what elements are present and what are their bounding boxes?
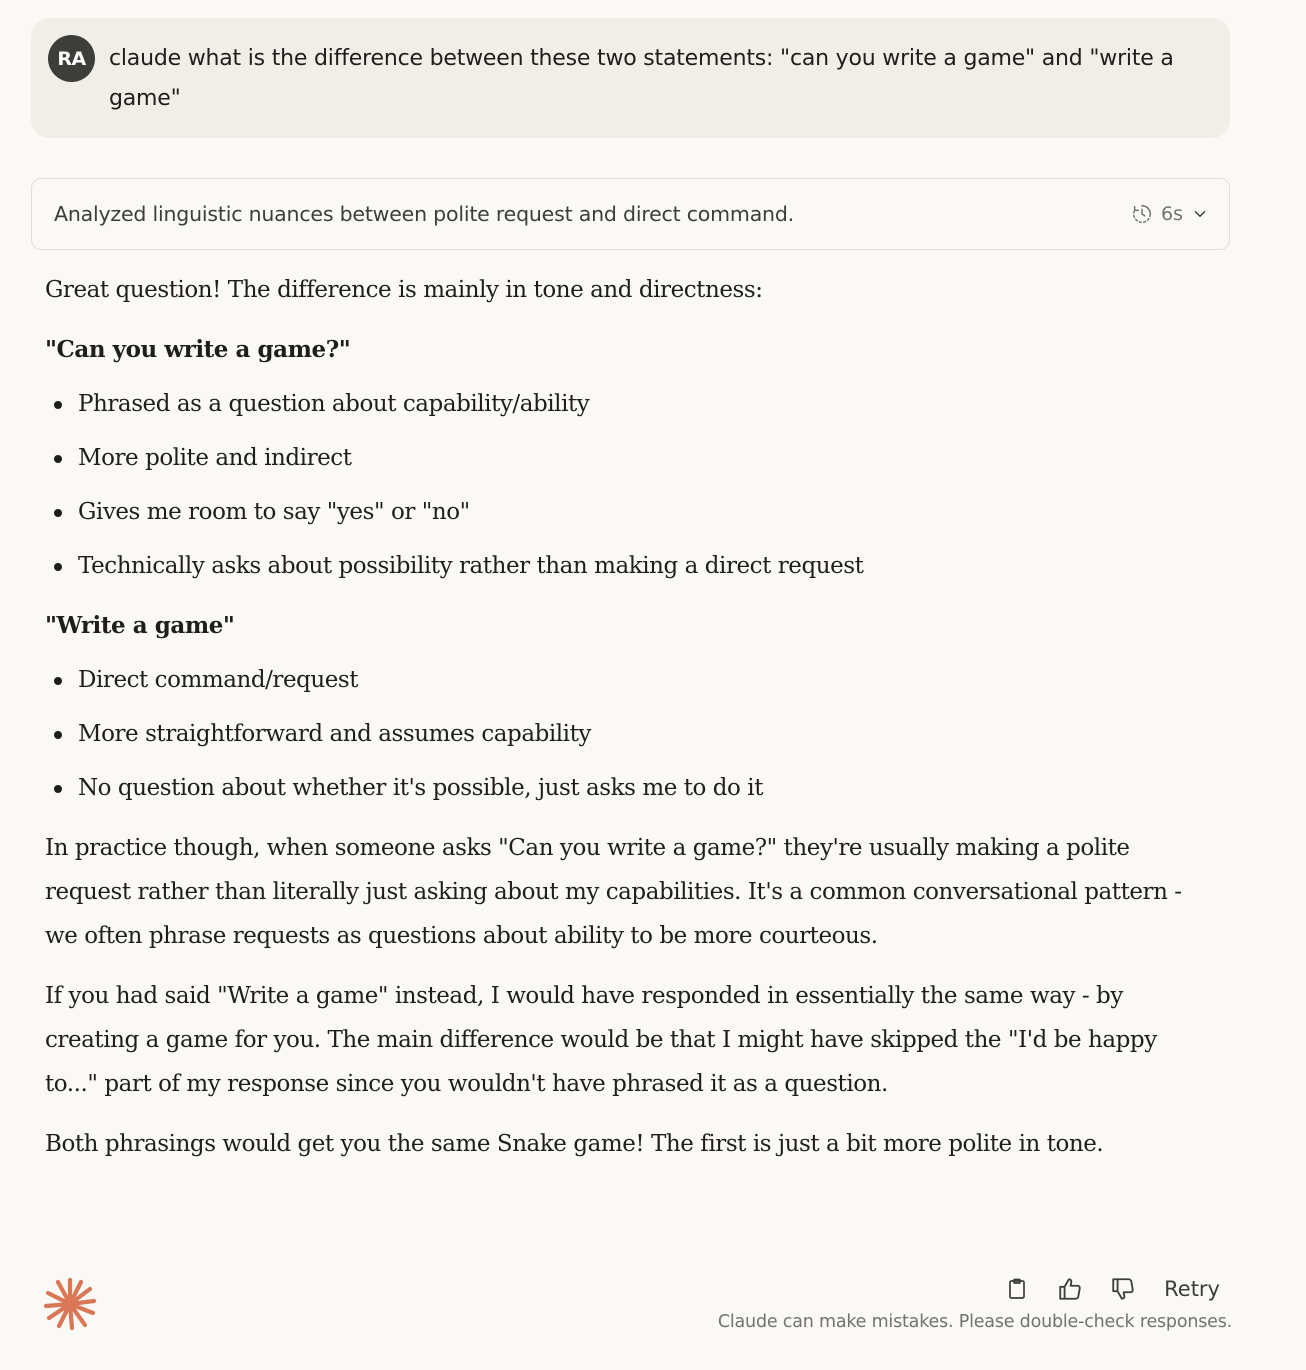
avatar: RA [48,35,95,82]
section-heading: "Write a game" [45,612,235,639]
chevron-down-icon[interactable] [1191,205,1209,223]
bullet-list [45,658,1205,810]
message-actions [1003,1272,1220,1306]
list-item: Direct command/request [45,658,1205,702]
list-item: More polite and indirect [45,436,1205,480]
list-item: Technically asks about possibility rather than making a direct request [45,544,1205,588]
user-message [31,18,1230,138]
timer-icon [1131,203,1153,225]
disclaimer-text: Claude can make mistakes. Please double-check responses. [717,1312,1232,1332]
thinking-summary-text: Analyzed linguistic nuances between polite request and direct command. [54,202,794,226]
claude-logo-icon [43,1277,97,1331]
thinking-duration: 6s [1161,203,1183,225]
thumbs-down-icon[interactable] [1109,1275,1137,1303]
bullet-list [45,382,1205,588]
assistant-response [45,268,1205,1166]
list-item: More straightforward and assumes capability [45,712,1205,756]
list-item: Gives me room to say "yes" or "no" [45,490,1205,534]
response-paragraph: If you had said "Write a game" instead, I would have responded in essentially the same way - by creating a game for you. The main difference would be that I might have skipped the "I'd be happy to..." part of my response since you wouldn't have phrased it as a question. [45,983,1157,1097]
thinking-summary-toggle[interactable] [31,178,1230,250]
response-intro: Great question! The difference is mainly in tone and directness: [45,277,763,303]
response-paragraph: In practice though, when someone asks "Can you write a game?" they're usually making a polite request rather than literally just asking about my capabilities. It's a common conversational pattern - we often phrase requests as questions about ability to be more courteous. [45,835,1182,949]
clipboard-icon[interactable] [1003,1275,1031,1303]
thumbs-up-icon[interactable] [1056,1275,1084,1303]
response-paragraph: Both phrasings would get you the same Snake game! The first is just a bit more polite in tone. [45,1131,1104,1157]
user-message-text: claude what is the difference between these two statements: "can you write a game" and "write a game" [109,46,1174,111]
list-item: Phrased as a question about capability/ability [45,382,1205,426]
thinking-meta [1131,179,1209,249]
list-item: No question about whether it's possible, just asks me to do it [45,766,1205,810]
section-heading: "Can you write a game?" [45,336,351,363]
retry-button[interactable]: Retry [1164,1277,1220,1301]
